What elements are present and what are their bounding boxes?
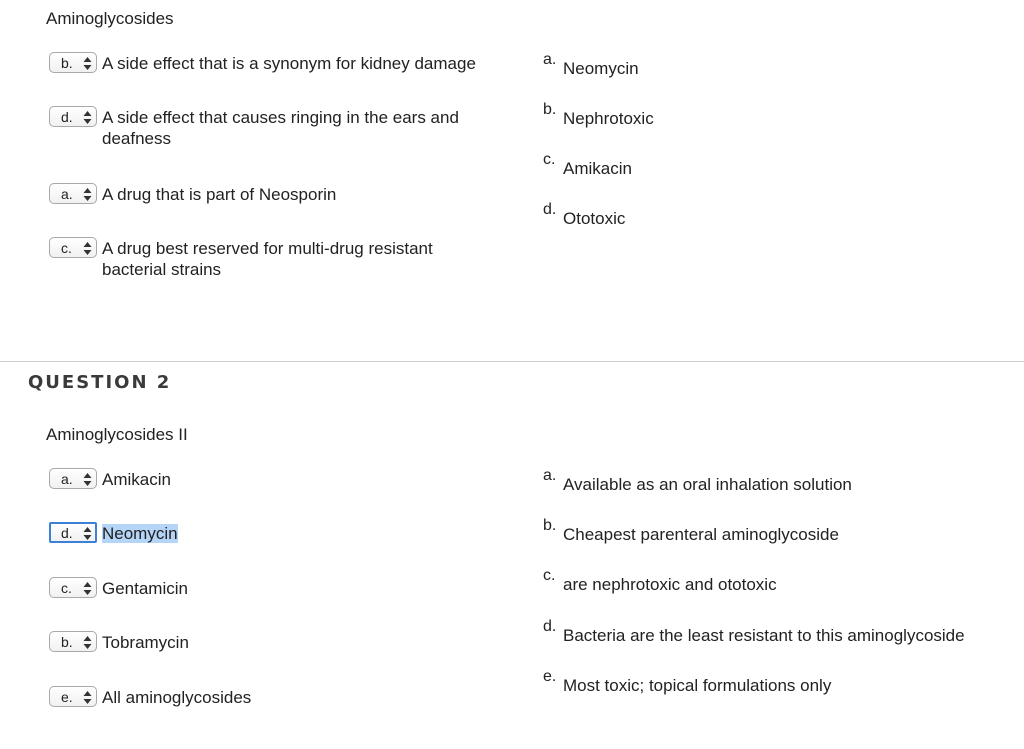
q2-prompt-text-5: All aminoglycosides: [102, 688, 252, 707]
select-value: d.: [61, 525, 73, 541]
select-arrows-icon: [83, 242, 92, 255]
select-value: c.: [61, 240, 72, 256]
answer-text: Available as an oral inhalation solution: [563, 475, 852, 494]
select-arrows-icon: [83, 188, 92, 201]
answer-letter: d.: [543, 618, 557, 635]
question1-title: Aminoglycosides: [46, 9, 174, 28]
answer-letter: a.: [543, 51, 557, 68]
answer-text: Amikacin: [563, 159, 632, 178]
answer-text: Cheapest parenteral aminoglycoside: [563, 525, 839, 544]
question2-header: QUESTION 2: [28, 372, 172, 393]
q1-match-select-3[interactable]: [49, 183, 97, 204]
q1-match-select-4[interactable]: [49, 237, 97, 258]
answer-letter: b.: [543, 517, 557, 534]
answer-letter: c.: [543, 567, 556, 584]
q2-match-select-5[interactable]: [49, 686, 97, 707]
select-value: a.: [61, 186, 73, 202]
answer-letter: c.: [543, 151, 556, 168]
q1-prompt-text-2: A side effect that causes ringing in the ears and deafness: [102, 108, 459, 148]
q2-match-select-3[interactable]: [49, 577, 97, 598]
q1-prompt-text-4: A drug best reserved for multi-drug resistant bacterial strains: [102, 239, 433, 279]
answer-letter: b.: [543, 101, 557, 118]
q1-prompt-text-1: A side effect that is a synonym for kidney damage: [102, 54, 476, 73]
answer-text: are nephrotoxic and ototoxic: [563, 575, 777, 594]
q2-prompt-text-2: [102, 523, 532, 544]
q2-prompt-text-1: Amikacin: [102, 470, 171, 489]
select-value: b.: [61, 634, 73, 650]
answer-text: Bacteria are the least resistant to this aminoglycoside: [563, 626, 965, 645]
select-arrows-icon: [83, 473, 92, 486]
select-value: e.: [61, 689, 73, 705]
answer-letter: e.: [543, 668, 557, 685]
answer-text: Most toxic; topical formulations only: [563, 676, 832, 695]
q1-match-select-2[interactable]: [49, 106, 97, 127]
answer-letter: d.: [543, 201, 557, 218]
answer-letter: a.: [543, 467, 557, 484]
section-divider: [0, 361, 1024, 362]
answer-text: Neomycin: [563, 59, 639, 78]
selected-text-highlight: Neomycin: [102, 524, 178, 543]
select-arrows-icon: [83, 691, 92, 704]
q1-match-select-1[interactable]: [49, 52, 97, 73]
answer-text: Nephrotoxic: [563, 109, 654, 128]
question2-title: Aminoglycosides II: [46, 425, 188, 444]
select-arrows-icon: [83, 582, 92, 595]
q1-prompt-text-3: A drug that is part of Neosporin: [102, 185, 337, 204]
select-arrows-icon: [83, 111, 92, 124]
select-arrows-icon: [83, 636, 92, 649]
select-value: c.: [61, 580, 72, 596]
select-value: a.: [61, 471, 73, 487]
q2-match-select-1[interactable]: [49, 468, 97, 489]
q2-prompt-text-3: Gentamicin: [102, 579, 188, 598]
select-value: d.: [61, 109, 73, 125]
q2-match-select-4[interactable]: [49, 631, 97, 652]
q2-match-select-2[interactable]: [49, 522, 97, 543]
select-arrows-icon: [83, 57, 92, 70]
select-arrows-icon: [83, 527, 92, 540]
answer-text: Ototoxic: [563, 209, 626, 228]
q2-prompt-text-4: Tobramycin: [102, 633, 189, 652]
select-value: b.: [61, 55, 73, 71]
